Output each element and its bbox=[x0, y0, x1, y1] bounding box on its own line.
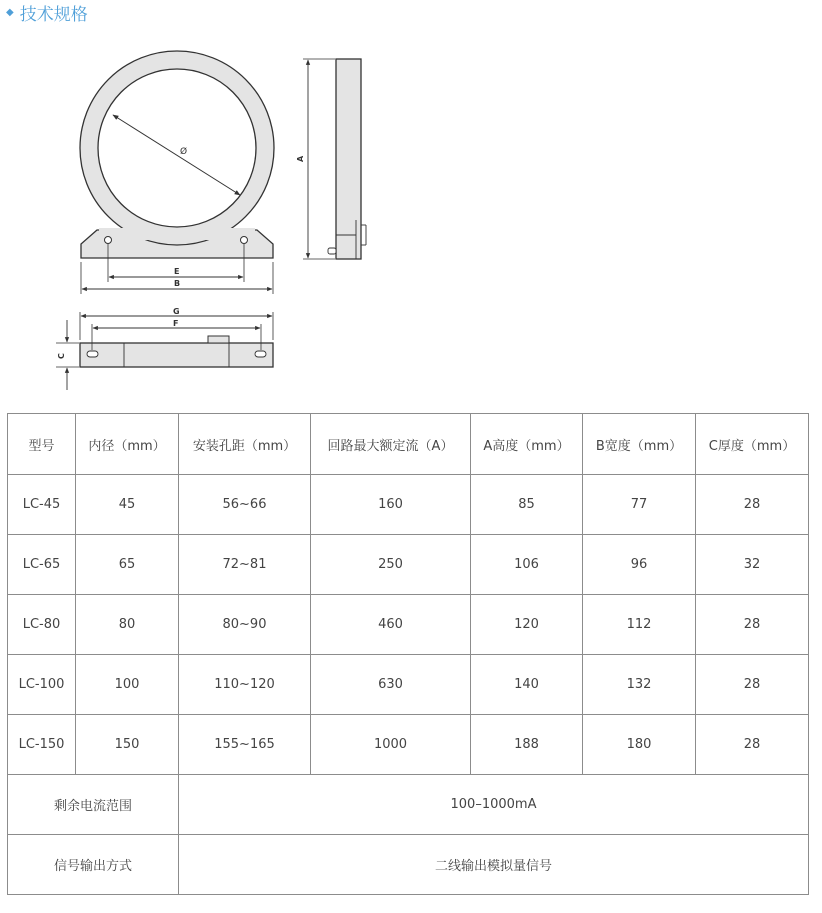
table-cell: 250 bbox=[311, 535, 471, 595]
table-cell: 120 bbox=[471, 595, 583, 655]
header-cell: A高度（mm） bbox=[471, 414, 583, 475]
spec-table bbox=[7, 413, 809, 895]
bottom-view bbox=[56, 307, 273, 390]
table-cell: 630 bbox=[311, 655, 471, 715]
table-row bbox=[8, 655, 809, 715]
technical-drawing bbox=[0, 40, 420, 400]
table-row bbox=[8, 535, 809, 595]
dim-a-label: A bbox=[296, 155, 305, 162]
section-title-text: 技术规格 bbox=[19, 4, 88, 25]
table-cell: 180 bbox=[583, 715, 696, 775]
table-cell: 65 bbox=[76, 535, 179, 595]
footer-value-cell: 二线输出模拟量信号 bbox=[179, 835, 809, 895]
dim-c-label: C bbox=[57, 353, 66, 359]
front-view bbox=[80, 51, 274, 258]
table-row bbox=[8, 595, 809, 655]
diamond-bullet-icon: ◆ bbox=[6, 6, 14, 18]
table-cell: 28 bbox=[696, 475, 809, 535]
table-row bbox=[8, 715, 809, 775]
table-cell: 155~165 bbox=[179, 715, 311, 775]
table-header-row bbox=[8, 414, 809, 475]
table-cell: 72~81 bbox=[179, 535, 311, 595]
header-cell: 回路最大额定流（A） bbox=[311, 414, 471, 475]
table-cell: 77 bbox=[583, 475, 696, 535]
diameter-label: Ø bbox=[180, 147, 188, 157]
table-cell: 28 bbox=[696, 655, 809, 715]
dim-g-label: G bbox=[173, 307, 180, 316]
table-footer-row bbox=[8, 775, 809, 835]
table-cell: LC-80 bbox=[8, 595, 76, 655]
table-cell: 1000 bbox=[311, 715, 471, 775]
table-cell: 32 bbox=[696, 535, 809, 595]
side-view bbox=[296, 59, 366, 259]
section-title bbox=[6, 0, 88, 24]
table-cell: 45 bbox=[76, 475, 179, 535]
header-cell: 内径（mm） bbox=[76, 414, 179, 475]
footer-label-cell: 信号输出方式 bbox=[8, 835, 179, 895]
table-cell: 100 bbox=[76, 655, 179, 715]
table-cell: 140 bbox=[471, 655, 583, 715]
dim-e-label: E bbox=[174, 267, 180, 276]
table-cell: LC-45 bbox=[8, 475, 76, 535]
header-cell: 型号 bbox=[8, 414, 76, 475]
table-cell: 112 bbox=[583, 595, 696, 655]
table-cell: 28 bbox=[696, 595, 809, 655]
table-cell: 28 bbox=[696, 715, 809, 775]
dim-b-label: B bbox=[174, 279, 181, 288]
dim-f-label: F bbox=[173, 319, 179, 328]
table-cell: 110~120 bbox=[179, 655, 311, 715]
table-cell: 80~90 bbox=[179, 595, 311, 655]
table-footer-row bbox=[8, 835, 809, 895]
header-cell: C厚度（mm） bbox=[696, 414, 809, 475]
table-row bbox=[8, 475, 809, 535]
table-cell: 85 bbox=[471, 475, 583, 535]
table-cell: 56~66 bbox=[179, 475, 311, 535]
table-cell: 96 bbox=[583, 535, 696, 595]
table-cell: LC-150 bbox=[8, 715, 76, 775]
table-cell: 160 bbox=[311, 475, 471, 535]
table-cell: 106 bbox=[471, 535, 583, 595]
table-cell: LC-100 bbox=[8, 655, 76, 715]
table-cell: 132 bbox=[583, 655, 696, 715]
footer-value-cell: 100–1000mA bbox=[179, 775, 809, 835]
footer-label-cell: 剩余电流范围 bbox=[8, 775, 179, 835]
table-cell: 188 bbox=[471, 715, 583, 775]
header-cell: 安装孔距（mm） bbox=[179, 414, 311, 475]
table-cell: LC-65 bbox=[8, 535, 76, 595]
table-cell: 80 bbox=[76, 595, 179, 655]
table-cell: 150 bbox=[76, 715, 179, 775]
table-cell: 460 bbox=[311, 595, 471, 655]
header-cell: B宽度（mm） bbox=[583, 414, 696, 475]
